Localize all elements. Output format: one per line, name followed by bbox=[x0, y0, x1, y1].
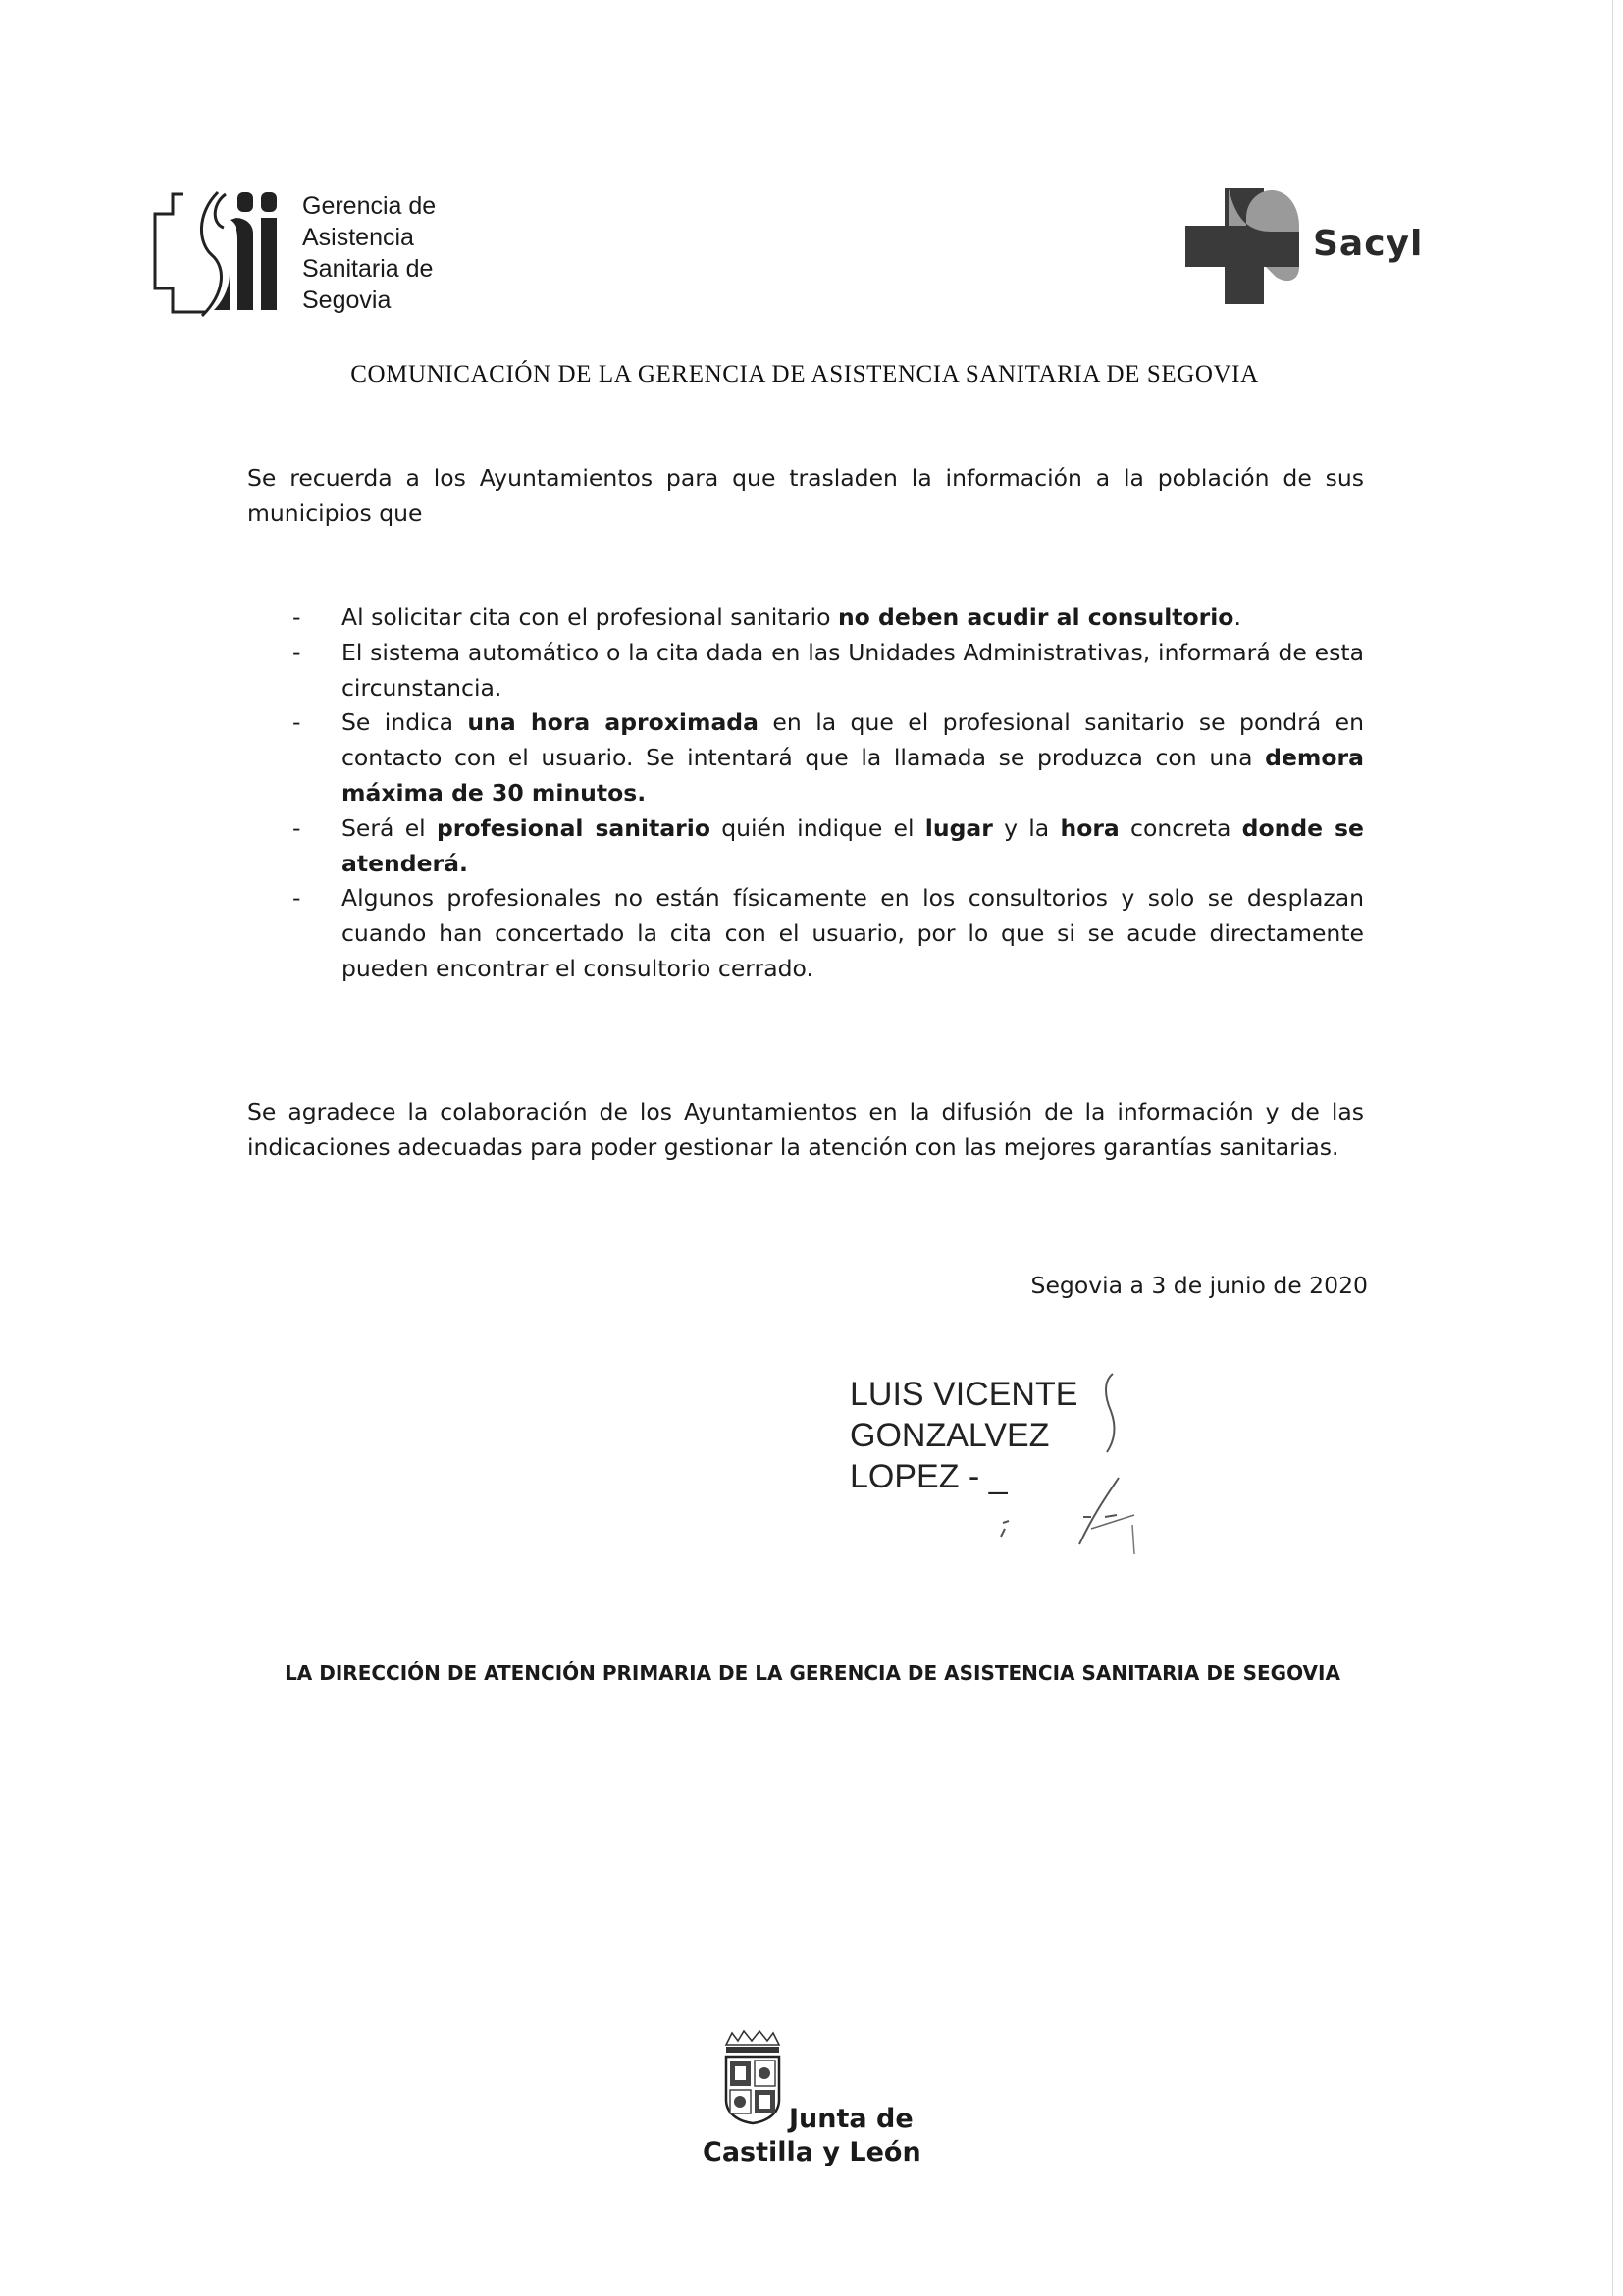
signature-line: LUIS VICENTE bbox=[850, 1376, 1078, 1413]
footer-direction: LA DIRECCIÓN DE ATENCIÓN PRIMARIA DE LA GERENCIA DE ASISTENCIA SANITARIA DE SEGOVIA bbox=[285, 1661, 1340, 1685]
gerencia-logo-line: Asistencia bbox=[302, 224, 414, 251]
bullet-text: quién indique el bbox=[709, 813, 925, 842]
document-title: COMUNICACIÓN DE LA GERENCIA DE ASISTENCIA SANITARIA DE SEGOVIA bbox=[350, 361, 1259, 388]
bullet-text: en la que el profesional sanitario se pondrá en contacto con el usuario. Se intentará que la llamada se produzca con una bbox=[341, 708, 1364, 772]
bullet-text: concreta bbox=[1119, 813, 1242, 842]
signature-line: LOPEZ - _ bbox=[850, 1458, 1008, 1495]
bullet-emphasis: demora máxima de 30 minutos. bbox=[341, 744, 1364, 807]
list-item bbox=[292, 636, 1364, 706]
junta-logo-line2: Castilla y León bbox=[703, 2137, 921, 2167]
coat-of-arms-icon bbox=[718, 2029, 787, 2127]
bullet-text: Al solicitar cita con el profesional sanitario bbox=[341, 603, 838, 631]
sacyl-logo-text: Sacyl bbox=[1313, 224, 1424, 264]
bullet-emphasis: lugar bbox=[924, 813, 993, 842]
bullet-text: Se indica bbox=[341, 708, 468, 737]
bullet-text: Algunos profesionales no están físicamente en los consultorios y solo se desplazan cuando han concertado la cita con el usuario, por lo que si se acude directamente pueden encontrar el consultorio cerrado. bbox=[341, 884, 1364, 982]
bullet-text: El sistema automático o la cita dada en las Unidades Administrativas, informará de esta circunstancia. bbox=[341, 638, 1364, 702]
gerencia-logo-line: Sanitaria de bbox=[302, 255, 434, 283]
bullet-text: y la bbox=[992, 813, 1061, 842]
gerencia-logo-text bbox=[302, 190, 436, 316]
sacyl-logo bbox=[1178, 183, 1442, 310]
junta-castilla-leon-logo bbox=[699, 2029, 934, 2166]
bullet-text: . bbox=[1233, 603, 1241, 631]
bullet-dash: - bbox=[292, 813, 301, 842]
gerencia-logo-line: Segovia bbox=[302, 287, 392, 314]
bullet-emphasis: profesional sanitario bbox=[436, 813, 710, 842]
bullet-emphasis: donde se atenderá. bbox=[341, 813, 1364, 877]
page-edge-line bbox=[1612, 0, 1613, 2296]
list-item bbox=[292, 600, 1364, 636]
signature-line: GONZALVEZ bbox=[850, 1417, 1050, 1454]
signature-block bbox=[850, 1374, 1144, 1570]
bullet-dash: - bbox=[292, 708, 301, 737]
bullet-emphasis: hora bbox=[1060, 813, 1120, 842]
list-item bbox=[292, 881, 1364, 986]
date-line: Segovia a 3 de junio de 2020 bbox=[1030, 1272, 1368, 1299]
bullet-dash: - bbox=[292, 884, 301, 913]
sacyl-cross-icon bbox=[1178, 183, 1307, 310]
bullet-text: Será el bbox=[341, 813, 437, 842]
intro-paragraph: Se recuerda a los Ayuntamientos para que trasladen la información a la población de sus municipios que bbox=[247, 464, 1364, 527]
junta-logo-line1: Junta de bbox=[789, 2104, 914, 2134]
list-item bbox=[292, 705, 1364, 810]
bullet-emphasis: una hora aproximada bbox=[467, 708, 759, 737]
gerencia-logo-line: Gerencia de bbox=[302, 192, 437, 220]
bullet-dash: - bbox=[292, 638, 301, 666]
list-item bbox=[292, 811, 1364, 882]
bullet-emphasis: no deben acudir al consultorio bbox=[837, 603, 1234, 631]
thanks-paragraph: Se agradece la colaboración de los Ayuntamientos en la difusión de la información y de las indicaciones adecuadas para poder gestionar la atención con las mejores garantías sanitarias. bbox=[247, 1098, 1364, 1161]
notice-bullet-list bbox=[292, 600, 1364, 987]
gerencia-logo bbox=[147, 184, 471, 322]
gerencia-emblem-icon bbox=[147, 184, 294, 322]
handwritten-signature-icon bbox=[997, 1368, 1144, 1564]
bullet-dash: - bbox=[292, 603, 301, 631]
